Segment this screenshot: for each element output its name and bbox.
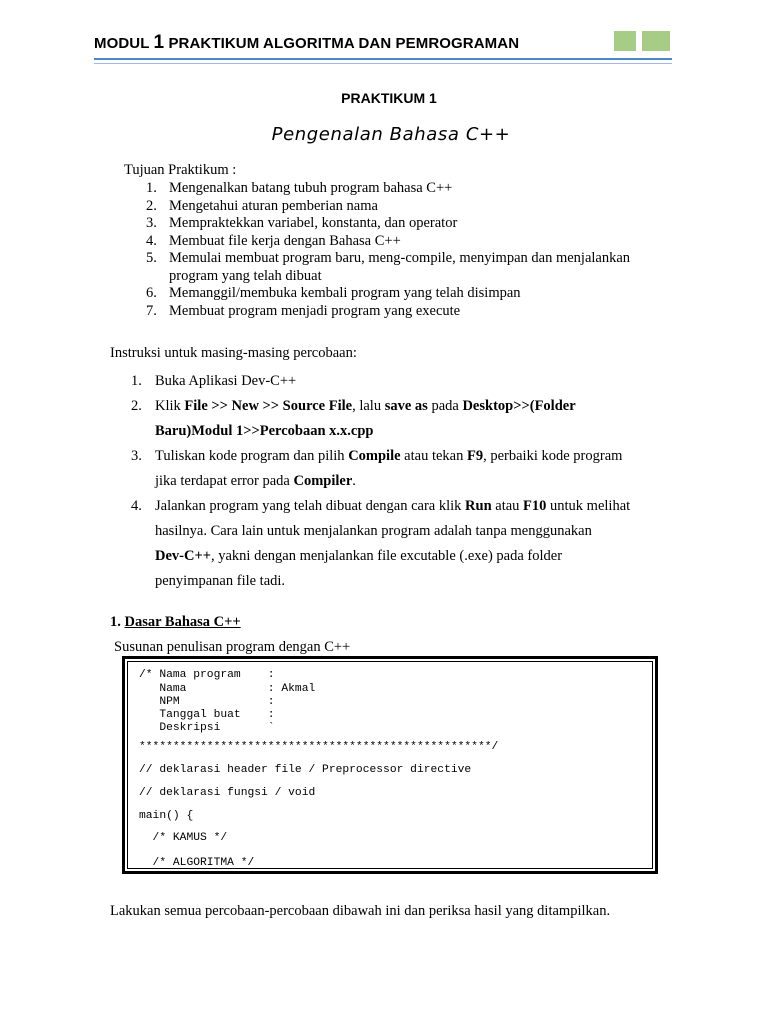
- instruksi-item: [0, 369, 675, 394]
- tujuan-item: [0, 303, 669, 321]
- code-line: Nama : Akmal: [139, 683, 316, 695]
- instruction-text: Tuliskan kode program dan pilih: [155, 448, 349, 464]
- code-line: Deskripsi `: [139, 722, 275, 734]
- bold-term: F9: [466, 448, 484, 464]
- tujuan-item-text: Mengetahui aturan pemberian nama: [169, 197, 378, 214]
- instruksi-item-line: [155, 469, 675, 494]
- code-line: // deklarasi fungsi / void: [139, 787, 316, 799]
- section-intro: Susunan penulisan program dengan C++: [114, 639, 351, 655]
- instruksi-item-number: 2.: [131, 398, 142, 414]
- code-line: /* KAMUS */: [139, 832, 228, 844]
- instruksi-item-line: [155, 519, 675, 544]
- tujuan-item: [0, 180, 669, 198]
- code-line: /* Nama program :: [139, 669, 275, 681]
- section-heading: [110, 614, 241, 631]
- code-line: NPM :: [139, 696, 275, 708]
- page-title: PRAKTIKUM 1: [341, 90, 437, 106]
- instruksi-item-number: 4.: [131, 498, 142, 514]
- module-header-title: [94, 32, 519, 54]
- section-title: Dasar Bahasa C++: [124, 614, 241, 630]
- instruksi-item-line: [155, 444, 675, 469]
- instruksi-item: [0, 494, 675, 594]
- page-subtitle: Pengenalan Bahasa C++: [271, 124, 511, 145]
- instruksi-item-line: [155, 369, 675, 394]
- tujuan-item-text: Mengenalkan batang tubuh program bahasa C++: [169, 180, 453, 196]
- code-line: ****************************************************/: [139, 741, 499, 753]
- bold-term: File >> New >> Source File: [184, 398, 353, 414]
- tujuan-item-text: Mempraktekkan variabel, konstanta, dan operator: [169, 215, 458, 231]
- bold-term: Compile: [348, 448, 401, 464]
- instruksi-item-line: [155, 494, 675, 519]
- header-module-number: 1: [153, 32, 165, 53]
- tujuan-item-text: Memulai membuat program baru, meng-compile, menyimpan dan menjalankan: [169, 250, 631, 266]
- code-template-box: [122, 656, 658, 874]
- instruksi-item: [0, 444, 675, 494]
- instruksi-item: [0, 394, 675, 444]
- instruksi-item-number: 3.: [131, 448, 142, 464]
- tujuan-item-text: program yang telah dibuat: [169, 267, 322, 284]
- instruksi-label: Instruksi untuk masing-masing percobaan:: [110, 345, 357, 361]
- instruksi-item-number: 1.: [131, 373, 142, 389]
- instruction-text: , perbaiki kode program: [483, 448, 623, 464]
- closing-instruction: Lakukan semua percobaan-percobaan dibawah ini dan periksa hasil yang ditampilkan.: [110, 903, 611, 919]
- header-decoration-square: [614, 31, 636, 51]
- instruction-text: penyimpanan file tadi.: [155, 573, 286, 589]
- tujuan-item: [0, 233, 669, 251]
- tujuan-item: [0, 250, 669, 285]
- code-line: Tanggal buat :: [139, 709, 275, 721]
- tujuan-item: [0, 215, 669, 233]
- instruction-text: untuk melihat: [546, 498, 631, 514]
- instruction-text: pada: [427, 398, 463, 414]
- instruction-text: Klik: [155, 398, 185, 414]
- tujuan-list: [0, 180, 669, 320]
- tujuan-item-number: 5.: [146, 250, 157, 266]
- code-line: main() {: [139, 810, 194, 822]
- instruction-text: hasilnya. Cara lain untuk menjalankan program adalah tanpa menggunakan: [155, 523, 592, 539]
- bold-term: F10: [523, 498, 547, 514]
- tujuan-item-number: 1.: [146, 180, 157, 196]
- instruction-text: .: [352, 473, 356, 489]
- instruction-text: jika terdapat error pada: [155, 473, 294, 489]
- instruksi-item-line: [155, 569, 675, 594]
- header-divider: [94, 58, 672, 60]
- instruction-text: atau: [491, 498, 524, 514]
- instruction-text: Jalankan program yang telah dibuat dengan cara klik: [155, 498, 466, 514]
- tujuan-item: [0, 285, 669, 303]
- bold-term: Run: [465, 498, 492, 514]
- bold-term: Desktop>>(Folder: [462, 398, 576, 414]
- bold-term: Baru)Modul 1>>Percobaan x.x.cpp: [155, 423, 374, 439]
- tujuan-item-number: 6.: [146, 285, 157, 301]
- tujuan-item-number: 3.: [146, 215, 157, 231]
- code-line: /* ALGORITMA */: [139, 857, 255, 869]
- header-divider-thin: [94, 63, 672, 64]
- tujuan-label: Tujuan Praktikum :: [124, 162, 237, 178]
- tujuan-item-number: 7.: [146, 302, 157, 319]
- instruksi-list: [0, 369, 675, 594]
- instruction-text: , lalu: [352, 398, 385, 414]
- header-suffix: PRAKTIKUM ALGORITMA DAN PEMROGRAMAN: [164, 35, 520, 52]
- instruction-text: Buka Aplikasi Dev-C++: [155, 373, 297, 389]
- bold-term: save as: [384, 398, 428, 414]
- bold-term: Compiler: [293, 473, 353, 489]
- instruction-text: atau tekan: [400, 448, 467, 464]
- tujuan-item-text: Membuat program menjadi program yang execute: [169, 302, 461, 319]
- tujuan-item-text: Memanggil/membuka kembali program yang telah disimpan: [169, 285, 521, 301]
- instruksi-item-line: [155, 394, 675, 419]
- section-number: 1.: [110, 614, 121, 630]
- code-line: // deklarasi header file / Preprocessor directive: [139, 764, 472, 776]
- bold-term: Dev-C++: [155, 548, 211, 564]
- tujuan-item-number: 2.: [146, 197, 157, 214]
- tujuan-item: [0, 198, 669, 216]
- header-decoration-square: [642, 31, 670, 51]
- instruksi-item-line: [155, 419, 675, 444]
- header-prefix: MODUL: [94, 35, 154, 52]
- tujuan-item-text: Membuat file kerja dengan Bahasa C++: [169, 232, 401, 249]
- instruction-text: , yakni dengan menjalankan file excutable (.exe) pada folder: [210, 548, 563, 564]
- instruksi-item-line: [155, 544, 675, 569]
- tujuan-item-number: 4.: [146, 232, 157, 249]
